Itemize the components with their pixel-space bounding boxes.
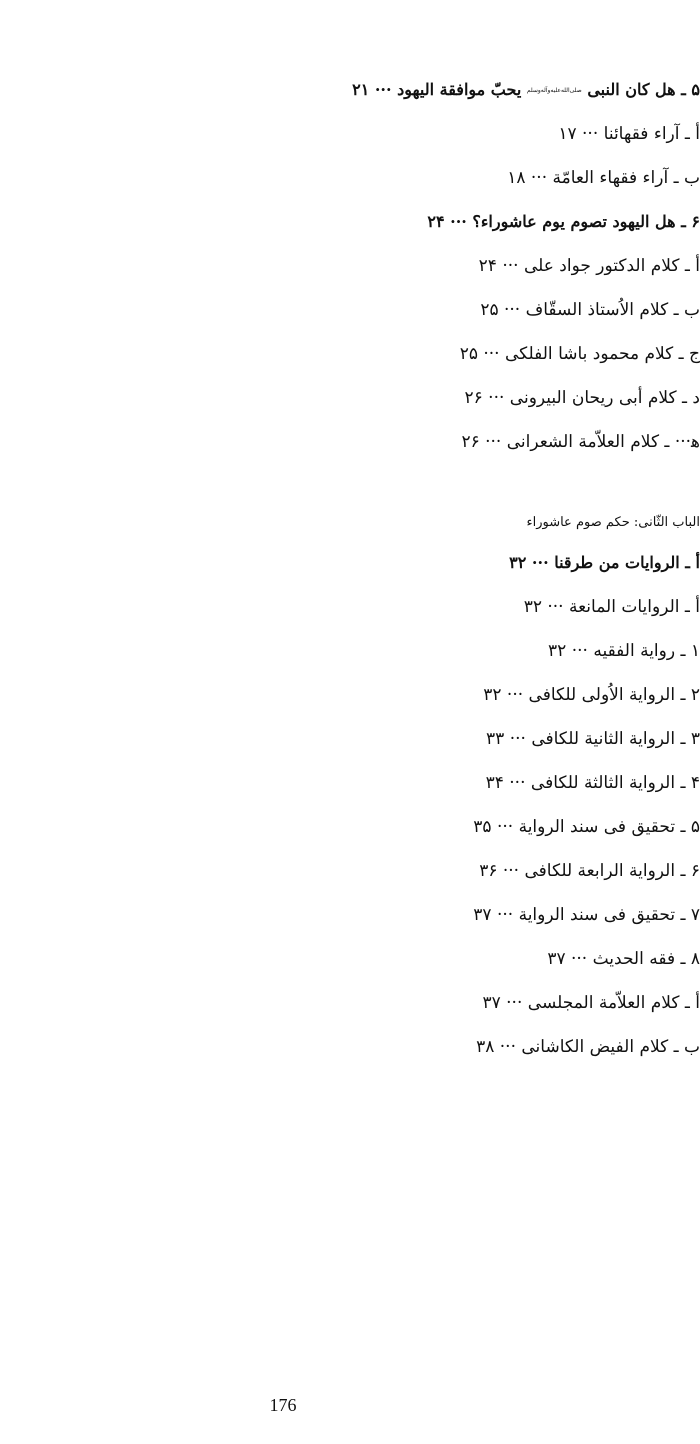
toc-line-item-2: ۲ ـ الرواية الاُولى للكافى ··· ۳۲ [483,685,700,705]
toc-line-item-8-a: أ ـ كلام العلاّمة المجلسى ··· ۳۷ [482,993,700,1013]
toc-line-item-4: ۴ ـ الرواية الثالثة للكافى ··· ۳۴ [485,773,700,793]
toc-line-ch2-a-a: أ ـ الروايات المانعة ··· ۳۲ [523,597,700,617]
toc-line-q5-a: أ ـ آراء فقهائنا ··· ۱۷ [558,124,700,144]
honorific-text: صلى‌الله‌عليه‌وآله‌وسلم [526,87,582,94]
toc-line-q5-b: ب ـ آراء فقهاء العامّة ··· ۱۸ [507,168,700,188]
chapter-heading: الباب الثّانى: حكم صوم عاشوراء [526,515,700,530]
toc-line-q6-d: د ـ كلام أبى ريحان البيرونى ··· ۲۶ [464,388,700,408]
toc-line-item-6: ۶ ـ الرواية الرابعة للكافى ··· ۳۶ [479,861,700,881]
toc-line-q6: ۶ ـ هل اليهود تصوم يوم عاشوراء؟ ··· ۲۴ [427,212,700,231]
toc-line-item-8: ۸ ـ فقه الحديث ··· ۳۷ [547,949,700,969]
toc-line-item-1: ۱ ـ رواية الفقيه ··· ۳۲ [548,641,700,661]
toc-text: ۵ ـ هل كان النبى [587,80,700,99]
toc-text: يحبّ موافقة اليهود ··· ۲۱ [352,80,522,99]
toc-line-q6-e: ه‍··· ـ كلام العلاّمة الشعرانى ··· ۲۶ [461,432,700,452]
page-number: 176 [269,1395,297,1415]
toc-line-item-8-b: ب ـ كلام الفيض الكاشانى ··· ۳۸ [476,1037,700,1057]
toc-line-item-3: ۳ ـ الرواية الثانية للكافى ··· ۳۳ [486,729,700,749]
toc-line-q6-a: أ ـ كلام الدكتور جواد على ··· ۲۴ [478,256,700,276]
toc-line-q5 [57,82,700,98]
toc-line-item-5: ۵ ـ تحقيق فى سند الرواية ··· ۳۵ [473,817,700,837]
toc-line-q6-b: ب ـ كلام الاُستاذ السقّاف ··· ۲۵ [480,300,700,320]
toc-line-ch2-a: أ ـ الروايات من طرقنا ··· ۳۲ [509,553,700,572]
toc-line-q6-c: ج ـ كلام محمود باشا الفلكى ··· ۲۵ [459,344,700,364]
toc-line-item-7: ۷ ـ تحقيق فى سند الرواية ··· ۳۷ [473,905,700,925]
